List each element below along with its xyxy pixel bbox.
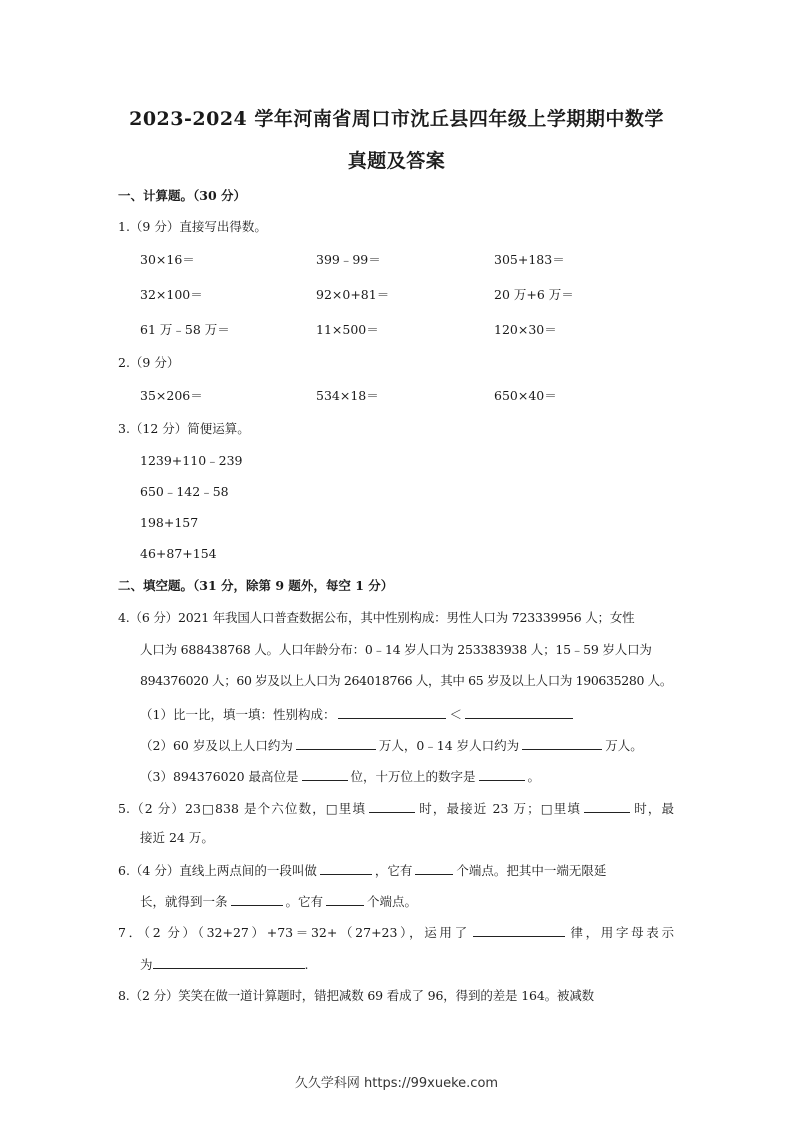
q6-text-b: ，它有 <box>374 863 413 878</box>
q2-item: 534×18＝ <box>316 388 379 403</box>
q1-item: 92×0+81＝ <box>316 287 390 302</box>
answer-blank[interactable] <box>473 924 565 937</box>
q7-text-c: 为 <box>140 957 153 972</box>
q7-text-d: . <box>304 957 309 972</box>
answer-blank[interactable] <box>479 768 525 781</box>
q5-line1 <box>118 800 674 817</box>
q6-text-e: 。它有 <box>285 894 324 909</box>
q1-item: 61 万﹣58 万＝ <box>140 322 230 337</box>
q3-item: 198+157 <box>140 515 199 530</box>
q1-item: 32×100＝ <box>140 287 203 302</box>
answer-blank[interactable] <box>302 768 348 781</box>
answer-blank[interactable] <box>231 893 283 906</box>
q3-item: 46+87+154 <box>140 546 217 561</box>
q6-text-d: 长，就得到一条 <box>140 894 228 909</box>
q5-text-c: 时，最 <box>633 801 674 816</box>
footer-watermark: 久久学科网 https://99xueke.com <box>294 1076 499 1091</box>
q7-line1 <box>118 924 674 941</box>
q7-text-b: 律，用字母表示 <box>567 925 674 940</box>
q6-line2 <box>140 893 417 910</box>
q4-sub2-text-b: 万人，0﹣14 岁人口约为 <box>378 738 520 753</box>
q6-text-a: 6.（4 分）直线上两点间的一段叫做 <box>118 863 317 878</box>
q4-line1: 4.（6 分）2021 年我国人口普查数据公布，其中性别构成：男性人口为 723339956 人；女性 <box>118 610 635 625</box>
q5-line2: 接近 24 万。 <box>140 830 214 845</box>
q4-line2: 人口为 688438768 人。人口年龄分布：0﹣14 岁人口为 253383938 人；15﹣59 岁人口为 <box>140 642 652 657</box>
q7-text-a: 7．（2 分）（32+27）+73＝32+（27+23），运用了 <box>118 925 470 940</box>
document-title-line1: 2023-2024 学年河南省周口市沈丘县四年级上学期期中数学 <box>129 108 664 130</box>
q4-line3: 894376020 人；60 岁及以上人口为 264018766 人，其中 65 岁及以上人口为 190635280 人。 <box>140 673 672 688</box>
q1-item: 11×500＝ <box>316 322 379 337</box>
q1-item: 399﹣99＝ <box>316 252 381 267</box>
q1-item: 305+183＝ <box>494 252 565 267</box>
q6-text-c: 个端点。把其中一端无限延 <box>456 863 607 878</box>
q1-item: 20 万+6 万＝ <box>494 287 574 302</box>
q5-text-b: 时，最接近 23 万；□里填 <box>418 801 582 816</box>
answer-blank[interactable] <box>326 893 364 906</box>
less-than-sign: ＜ <box>449 707 462 722</box>
q3-item: 650﹣142﹣58 <box>140 484 229 499</box>
q4-sub3-text-a: （3）894376020 最高位是 <box>140 769 299 784</box>
section2-heading: 二、填空题。（31 分，除第 9 题外，每空 1 分） <box>118 578 394 593</box>
q2-item: 35×206＝ <box>140 388 203 403</box>
q1-label: 1.（9 分）直接写出得数。 <box>118 219 267 234</box>
q4-sub1 <box>140 706 576 723</box>
document-title-line2: 真题及答案 <box>347 150 446 172</box>
q4-sub2 <box>140 737 643 754</box>
answer-blank[interactable] <box>465 706 573 719</box>
q1-item: 120×30＝ <box>494 322 557 337</box>
q6-line1 <box>118 862 606 879</box>
answer-blank[interactable] <box>320 862 372 875</box>
answer-blank[interactable] <box>584 800 630 813</box>
q4-sub2-text-c: 万人。 <box>605 738 643 753</box>
answer-blank[interactable] <box>296 737 376 750</box>
q3-item: 1239+110﹣239 <box>140 453 243 468</box>
q1-item: 30×16＝ <box>140 252 195 267</box>
q6-text-f: 个端点。 <box>367 894 418 909</box>
q2-item: 650×40＝ <box>494 388 557 403</box>
q4-sub1-text: （1）比一比，填一填：性别构成： <box>140 707 336 722</box>
answer-blank[interactable] <box>338 706 446 719</box>
q8-line1: 8.（2 分）笑笑在做一道计算题时，错把减数 69 看成了 96，得到的差是 164。被减数 <box>118 988 595 1003</box>
q5-text-a: 5.（2 分）23□838 是个六位数，□里填 <box>118 801 367 816</box>
q4-sub3 <box>140 768 540 785</box>
q4-sub3-text-c: 。 <box>527 769 541 784</box>
q3-label: 3.（12 分）简便运算。 <box>118 421 250 436</box>
q4-sub2-text-a: （2）60 岁及以上人口约为 <box>140 738 293 753</box>
q4-sub3-text-b: 位，十万位上的数字是 <box>350 769 476 784</box>
answer-blank[interactable] <box>369 800 415 813</box>
answer-blank[interactable] <box>522 737 602 750</box>
q7-line2 <box>140 956 309 973</box>
answer-blank[interactable] <box>153 956 305 969</box>
q2-label: 2.（9 分） <box>118 355 180 370</box>
answer-blank[interactable] <box>415 862 453 875</box>
section1-heading: 一、计算题。（30 分） <box>118 188 246 203</box>
